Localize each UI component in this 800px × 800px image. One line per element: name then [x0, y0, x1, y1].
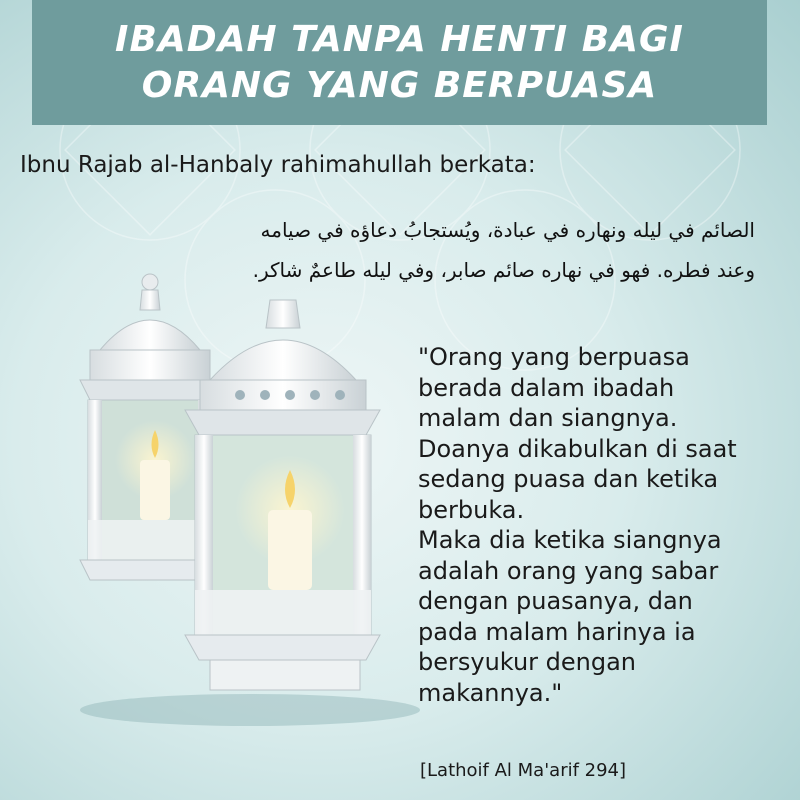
translation-quote: [418, 342, 788, 708]
quote-line: Maka dia ketika siangnya: [418, 526, 722, 554]
quote-line: bersyukur dengan: [418, 648, 637, 676]
quote-line: dengan puasanya, dan: [418, 587, 693, 615]
quote-line: malam dan siangnya.: [418, 404, 678, 432]
title-line-2: ORANG YANG BERPUASA: [141, 64, 658, 106]
source-citation: [Lathoif Al Ma'arif 294]: [420, 760, 627, 781]
lantern-shadow: [80, 694, 420, 726]
title-banner: [32, 0, 767, 125]
lanterns-illustration: [60, 270, 420, 730]
quote-line: adalah orang yang sabar: [418, 556, 719, 585]
intro-text: Ibnu Rajab al-Hanbaly rahimahullah berkata:: [20, 152, 536, 178]
quote-line: pada malam harinya ia: [418, 617, 696, 646]
quote-line: Doanya dikabulkan di saat: [418, 434, 737, 463]
arabic-line-1: الصائم في ليله ونهاره في عبادة، ويُستجابُ دعاؤه في صيامه: [260, 218, 755, 242]
front-lantern: [185, 300, 380, 690]
title-line-1: IBADAH TANPA HENTI BAGI: [115, 18, 684, 60]
quote-line: berbuka.: [418, 495, 525, 524]
quote-line: berada dalam ibadah: [418, 373, 675, 402]
quote-line: makannya.": [418, 678, 563, 707]
arabic-line-2: وعند فطره. فهو في نهاره صائم صابر، وفي ليله طاعمٌ شاكر.: [252, 258, 755, 282]
quote-line: "Orang yang berpuasa: [418, 343, 690, 371]
quote-line: sedang puasa dan ketika: [418, 465, 719, 493]
